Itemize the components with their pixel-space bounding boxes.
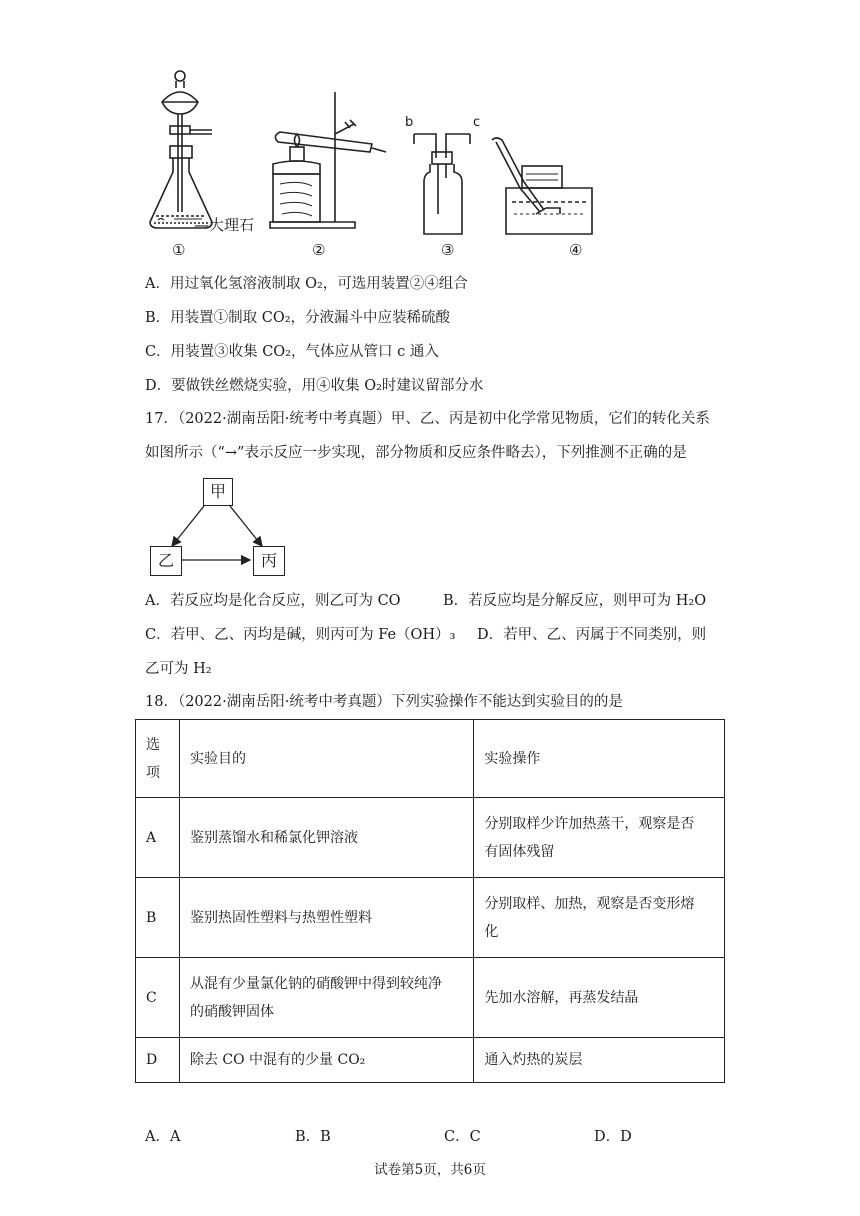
- q17-node-jia: 甲: [203, 478, 233, 506]
- q16-option-a: A．用过氧化氢溶液制取 O₂，可选用装置②④组合: [145, 276, 468, 292]
- q17-option-c: C．若甲、乙、丙均是碱，则丙可为 Fe（OH）₃: [145, 627, 456, 643]
- q18-stem: 18．（2022·湖南岳阳·统考中考真题）下列实验操作不能达到实验目的的是: [145, 694, 623, 710]
- row-operation: 分别取样、加热，观察是否变形熔 化: [474, 878, 725, 958]
- row-key: C: [136, 958, 180, 1038]
- apparatus-2-heating: [270, 92, 386, 228]
- row-purpose: 从混有少量氯化钠的硝酸钾中得到较纯净 的硝酸钾固体: [179, 958, 473, 1038]
- header-operation: 实验操作: [474, 720, 725, 798]
- q17-option-b: B．若反应均是分解反应，则甲可为 H₂O: [443, 593, 707, 609]
- q16-option-b: B．用装置①制取 CO₂，分液漏斗中应装稀硫酸: [145, 310, 451, 326]
- q18-answer-a: A．A: [145, 1129, 181, 1145]
- row-operation: 通入灼热的炭层: [474, 1038, 725, 1083]
- q18-answer-d: D．D: [594, 1129, 632, 1145]
- q17-option-a: A．若反应均是化合反应，则乙可为 CO: [145, 593, 401, 609]
- table-row: [136, 958, 725, 1038]
- apparatus-3-bottle: [414, 134, 470, 234]
- arrow-top-to-left: [172, 506, 204, 546]
- q17-node-yi: 乙: [150, 546, 182, 576]
- table-row: [136, 1038, 725, 1083]
- q18-answer-b: B．B: [295, 1129, 331, 1145]
- q17-stem-line2: 如图所示（“→”表示反应一步实现，部分物质和反应条件略去），下列推测不正确的是: [145, 445, 687, 461]
- apparatus-label-1: ①: [172, 241, 186, 259]
- header-option: 选 项: [136, 720, 180, 798]
- row-purpose: 鉴别热固性塑料与热塑性塑料: [179, 878, 473, 958]
- q17-option-d-part1: D．若甲、乙、丙属于不同类别，则: [477, 627, 707, 643]
- header-purpose: 实验目的: [179, 720, 473, 798]
- apparatus-label-2: ②: [312, 241, 326, 259]
- row-purpose: 鉴别蒸馏水和稀氯化钾溶液: [179, 798, 473, 878]
- port-b-label: b: [405, 115, 414, 130]
- row-operation: 分别取样少许加热蒸干，观察是否 有固体残留: [474, 798, 725, 878]
- q16-option-c: C．用装置③收集 CO₂，气体应从管口 c 通入: [145, 344, 439, 360]
- apparatus-1-flask: [150, 71, 212, 228]
- q17-stem-line1: 17．（2022·湖南岳阳·统考中考真题）甲、乙、丙是初中化学常见物质，它们的转化关系: [145, 411, 710, 427]
- table-row: [136, 878, 725, 958]
- q16-option-d: D．要做铁丝燃烧实验，用④收集 O₂时建议留部分水: [145, 378, 484, 394]
- row-key: D: [136, 1038, 180, 1083]
- q18-answer-c: C．C: [444, 1129, 481, 1145]
- port-c-label: c: [473, 115, 481, 130]
- apparatus-label-3: ③: [441, 241, 455, 259]
- apparatus-label-4: ④: [569, 241, 583, 259]
- arrow-top-to-right: [230, 506, 262, 546]
- row-purpose: 除去 CO 中混有的少量 CO₂: [179, 1038, 473, 1083]
- apparatus-4-trough: [492, 138, 592, 234]
- row-operation: 先加水溶解，再蒸发结晶: [474, 958, 725, 1038]
- table-header-row: [136, 720, 725, 798]
- q17-option-d-part2: 乙可为 H₂: [145, 661, 212, 677]
- marble-label: —大理石: [194, 216, 255, 234]
- row-key: A: [136, 798, 180, 878]
- row-key: B: [136, 878, 180, 958]
- page-footer: 试卷第5页，共6页: [374, 1162, 486, 1178]
- table-row: [136, 798, 725, 878]
- q18-table: [135, 719, 725, 1083]
- q17-node-bing: 丙: [253, 546, 285, 576]
